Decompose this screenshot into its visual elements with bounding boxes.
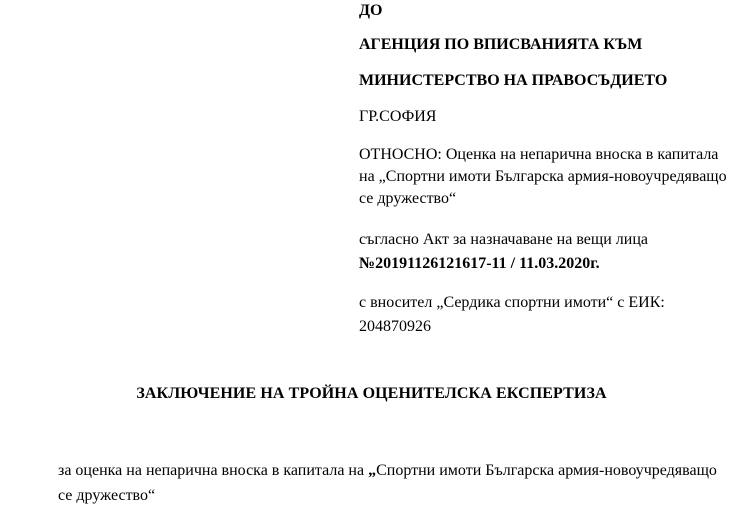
act-prefix: съгласно Акт за назначаване на вещи лица: [359, 231, 648, 248]
document-title: ЗАКЛЮЧЕНИЕ НА ТРОЙНА ОЦЕНИТЕЛСКА ЕКСПЕРТИЗА: [136, 385, 607, 402]
act-number: №20191126121617-11 / 11.03.2020г.: [359, 255, 600, 272]
intro-paragraph: [58, 458, 718, 508]
subject-label: ОТНОСНО:: [359, 146, 442, 163]
act-paragraph: [359, 228, 729, 276]
contributor-eik: 204870926: [359, 318, 431, 335]
intro-after: Спортни имоти Българска армия-новоучредяващо се дружество“: [58, 462, 717, 504]
subject-paragraph: [359, 144, 729, 210]
addressee-to: ДО: [359, 2, 383, 19]
contributor-paragraph: [359, 291, 729, 339]
subject-text: Оценка на непарична вноска в капитала на „Спортни имоти Българска армия-новоучредяващо се дружество“: [359, 146, 727, 207]
contributor-text: с вносител „Сердика спортни имоти“ с ЕИК:: [359, 294, 665, 311]
addressee-ministry: МИНИСТЕРСТВО НА ПРАВОСЪДИЕТО: [359, 72, 668, 89]
intro-before: за оценка на непарична вноска в капитала на: [58, 462, 369, 479]
intro-quote-open: „: [368, 462, 377, 479]
addressee-agency: АГЕНЦИЯ ПО ВПИСВАНИЯТА КЪМ: [359, 36, 643, 53]
addressee-city: ГР.СОФИЯ: [359, 108, 437, 125]
